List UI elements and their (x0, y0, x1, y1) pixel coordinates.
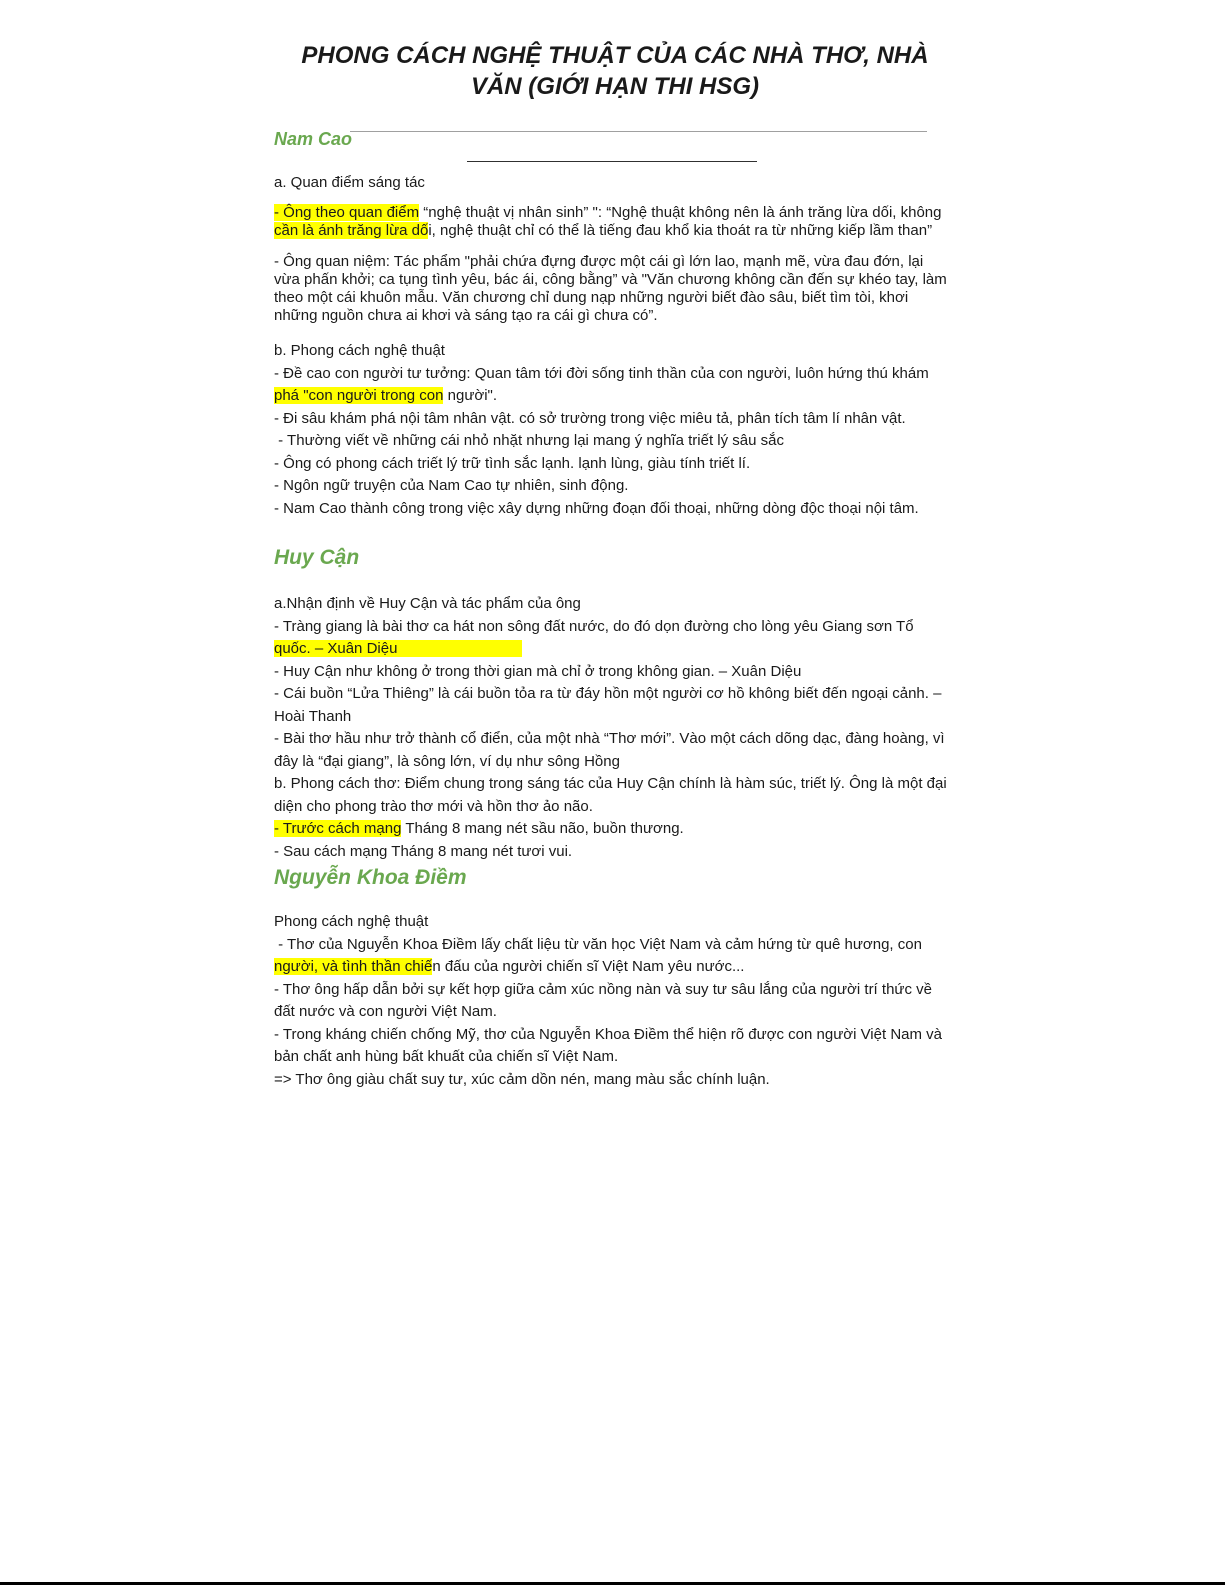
text-line: - Ông theo quan điểm “nghệ thuật vị nhân sinh” ": “Nghệ thuật không nên là ánh trăng lừa dối, không (274, 204, 942, 221)
highlight: cần là ánh trăng lừa dố (274, 222, 429, 239)
section-heading-nguyen-khoa-diem: Nguyễn Khoa Điềm (274, 866, 467, 889)
nguyen-khoa-diem-body (274, 911, 954, 1091)
text-line: - Nam Cao thành công trong việc xây dựng những đoạn đối thoại, những dòng độc thoại nội tâm. (274, 499, 919, 517)
text-line: người, và tình thần chiến đấu của người chiến sĩ Việt Nam yêu nước... (274, 958, 745, 975)
nam-cao-b-section (274, 340, 954, 520)
text-line: - Cái buồn “Lửa Thiêng” là cái buồn tỏa ra từ đáy hồn một người cơ hồ không biết đến ngoại cảnh. – (274, 685, 942, 702)
title-line: PHONG CÁCH NGHỆ THUẬT CỦA CÁC NHÀ THƠ, NHÀ (301, 42, 929, 69)
huy-can-body (274, 593, 954, 863)
text-line: diện cho phong trào thơ mới và hồn thơ ảo não. (274, 797, 593, 815)
text-line: - Ông có phong cách triết lý trữ tình sắc lạnh. lạnh lùng, giàu tính triết lí. (274, 454, 751, 472)
text-line: - Huy Cận như không ở trong thời gian mà chỉ ở trong không gian. – Xuân Diệu (274, 662, 802, 680)
document-title (280, 40, 950, 102)
section-heading-nam-cao: Nam Cao (274, 129, 353, 149)
text-line: b. Phong cách thơ: Điểm chung trong sáng tác của Huy Cận chính là hàm súc, triết lý. Ông là một đại (274, 775, 947, 792)
nam-cao-a-title: a. Quan điểm sáng tác (274, 174, 425, 191)
nam-cao-paragraph-1 (274, 204, 954, 240)
text-line: => Thơ ông giàu chất suy tư, xúc cảm dồn nén, mang màu sắc chính luận. (274, 1070, 770, 1088)
text-line: - Thơ của Nguyễn Khoa Điềm lấy chất liệu từ văn học Việt Nam và cảm hứng từ quê hương, con (274, 935, 922, 953)
text-line: đây là “đại giang”, là sông lớn, ví dụ như sông Hồng (274, 752, 620, 770)
heading-rule (350, 131, 927, 132)
text-line: đất nước và con người Việt Nam. (274, 1003, 497, 1020)
text-line: - Trước cách mạng Tháng 8 mang nét sầu não, buồn thương. (274, 820, 684, 837)
text-line: - Ông quan niệm: Tác phẩm "phải chứa đựng được một cái gì lớn lao, mạnh mẽ, vừa đau đớn, lại (274, 253, 924, 270)
text-line: - Tràng giang là bài thơ ca hát non sông đất nước, do đó dọn đường cho lòng yêu Giang sơn Tổ (274, 617, 914, 635)
highlight: - Ông theo quan điểm (274, 204, 420, 221)
text-line: theo một cái khuôn mẫu. Văn chương chỉ dung nạp những người biết đào sâu, biết tìm tòi, khơi (274, 289, 909, 306)
text-line: - Ngôn ngữ truyện của Nam Cao tự nhiên, sinh động. (274, 477, 629, 494)
text-line: - Trong kháng chiến chống Mỹ, thơ của Nguyễn Khoa Điềm thể hiện rõ được con người Việt Nam và (274, 1025, 942, 1043)
text-line: - Thơ ông hấp dẫn bởi sự kết hợp giữa cảm xúc nồng nàn và suy tư sâu lắng của người trí thức về (274, 980, 932, 998)
highlight: phá "con người trong con (274, 387, 444, 404)
text-line: phá "con người trong con người". (274, 387, 498, 404)
text-line (274, 638, 954, 661)
highlight: người, và tình thần chiế (274, 958, 433, 975)
b-title: b. Phong cách nghệ thuật (274, 342, 445, 359)
text-line: bản chất anh hùng bất khuất của chiến sĩ Việt Nam. (274, 1048, 619, 1065)
text-line: - Đề cao con người tư tưởng: Quan tâm tới đời sống tinh thần của con người, luôn hứng thú khám (274, 364, 929, 382)
text-line: Hoài Thanh (274, 707, 352, 725)
text-line: những nguồn chưa ai khơi và sáng tạo ra cái gì chưa có”. (274, 307, 658, 324)
text-line: - Sau cách mạng Tháng 8 mang nét tươi vui. (274, 842, 573, 860)
text-line: vừa phấn khởi; ca tụng tình yêu, bác ái, công bằng” và "Văn chương không cần đến sự khéo tay, làm (274, 271, 947, 288)
text-line: Phong cách nghệ thuật (274, 913, 429, 930)
text-line: - Bài thơ hầu như trở thành cổ điển, của một nhà “Thơ mới”. Vào một cách dõng dạc, đàng hoàng, vì (274, 730, 945, 747)
text-line: cần là ánh trăng lừa dối, nghệ thuật chỉ có thể là tiếng đau khổ kia thoát ra từ những kiếp lầm than” (274, 222, 933, 239)
nam-cao-paragraph-2 (274, 253, 954, 325)
title-line: VĂN (GIỚI HẠN THI HSG) (470, 73, 760, 100)
text-line: - Thường viết về những cái nhỏ nhặt nhưng lại mang ý nghĩa triết lý sâu sắc (274, 432, 784, 449)
divider-line (467, 161, 757, 162)
highlight: quốc. – Xuân Diệu (274, 640, 522, 657)
text-line: - Đi sâu khám phá nội tâm nhân vật. có sở trường trong việc miêu tả, phân tích tâm lí nhân vật. (274, 409, 906, 427)
highlight: - Trước cách mạng (274, 820, 402, 837)
text-line: a.Nhận định về Huy Cận và tác phẩm của ông (274, 595, 581, 612)
section-heading-huy-can: Huy Cận (274, 546, 360, 569)
